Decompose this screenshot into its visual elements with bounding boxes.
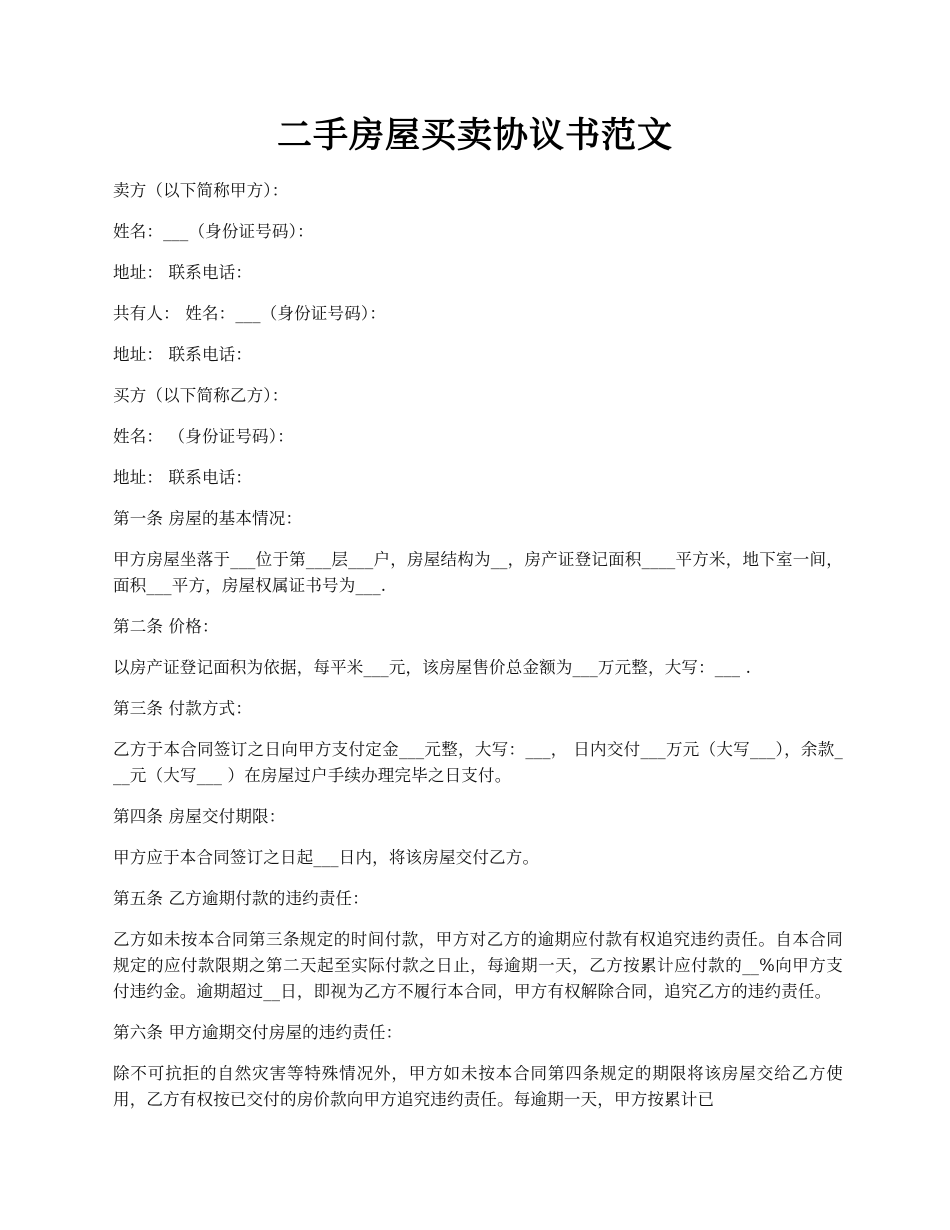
buyer-name-line: 姓名： （身份证号码）： [113,427,294,446]
article-1-text: 甲方房屋坐落于___位于第___层___户，房屋结构为__，房产证登记面积____平方米，地下室一间，面积___平方，房屋权属证书号为___. [113,550,843,595]
article-4-heading: 第四条 房屋交付期限： [113,807,286,826]
seller-heading: 卖方（以下简称甲方）： [113,181,289,200]
article-6-text: 除不可抗拒的自然灾害等特殊情况外，甲方如未按本合同第四条规定的期限将该房屋交给乙方使用，乙方有权按已交付的房价款向甲方追究违约责任。每逾期一天，甲方按累计已 [113,1064,843,1109]
buyer-heading: 买方（以下简称乙方）： [113,386,289,405]
seller-address-line: 地址： 联系电话： [113,263,253,282]
article-1-heading: 第一条 房屋的基本情况： [113,509,303,528]
buyer-address-line: 地址： 联系电话： [113,468,253,487]
article-2-text: 以房产证登记面积为依据，每平米___元，该房屋售价总金额为___万元整，大写：___ . [113,658,752,677]
seller-name-line: 姓名：___（身份证号码）： [113,222,314,241]
co-owner-address-line: 地址： 联系电话： [113,345,253,364]
article-3-text: 乙方于本合同签订之日向甲方支付定金___元整，大写：___， 日内交付___万元（大写___），余款___元（大写___ ）在房屋过户手续办理完毕之日支付。 [113,740,843,785]
article-3-heading: 第三条 付款方式： [113,699,253,718]
co-owner-line: 共有人： 姓名：___（身份证号码）： [113,304,387,323]
document-body [113,178,843,1128]
article-5-heading: 第五条 乙方逾期付款的违约责任： [113,889,369,908]
article-4-text: 甲方应于本合同签订之日起___日内，将该房屋交付乙方。 [113,848,540,867]
article-6-heading: 第六条 甲方逾期交付房屋的违约责任： [113,1023,403,1042]
article-2-heading: 第二条 价格： [113,617,219,636]
article-5-text: 乙方如未按本合同第三条规定的时间付款，甲方对乙方的逾期应付款有权追究违约责任。自本合同规定的应付款限期之第二天起至实际付款之日止，每逾期一天，乙方按累计应付款的__%向甲方支付违约金。逾期超过__日，即视为乙方不履行本合同，甲方有权解除合同，追究乙方的违约责任。 [113,930,843,1001]
document-title: 二手房屋买卖协议书范文 [276,115,673,156]
